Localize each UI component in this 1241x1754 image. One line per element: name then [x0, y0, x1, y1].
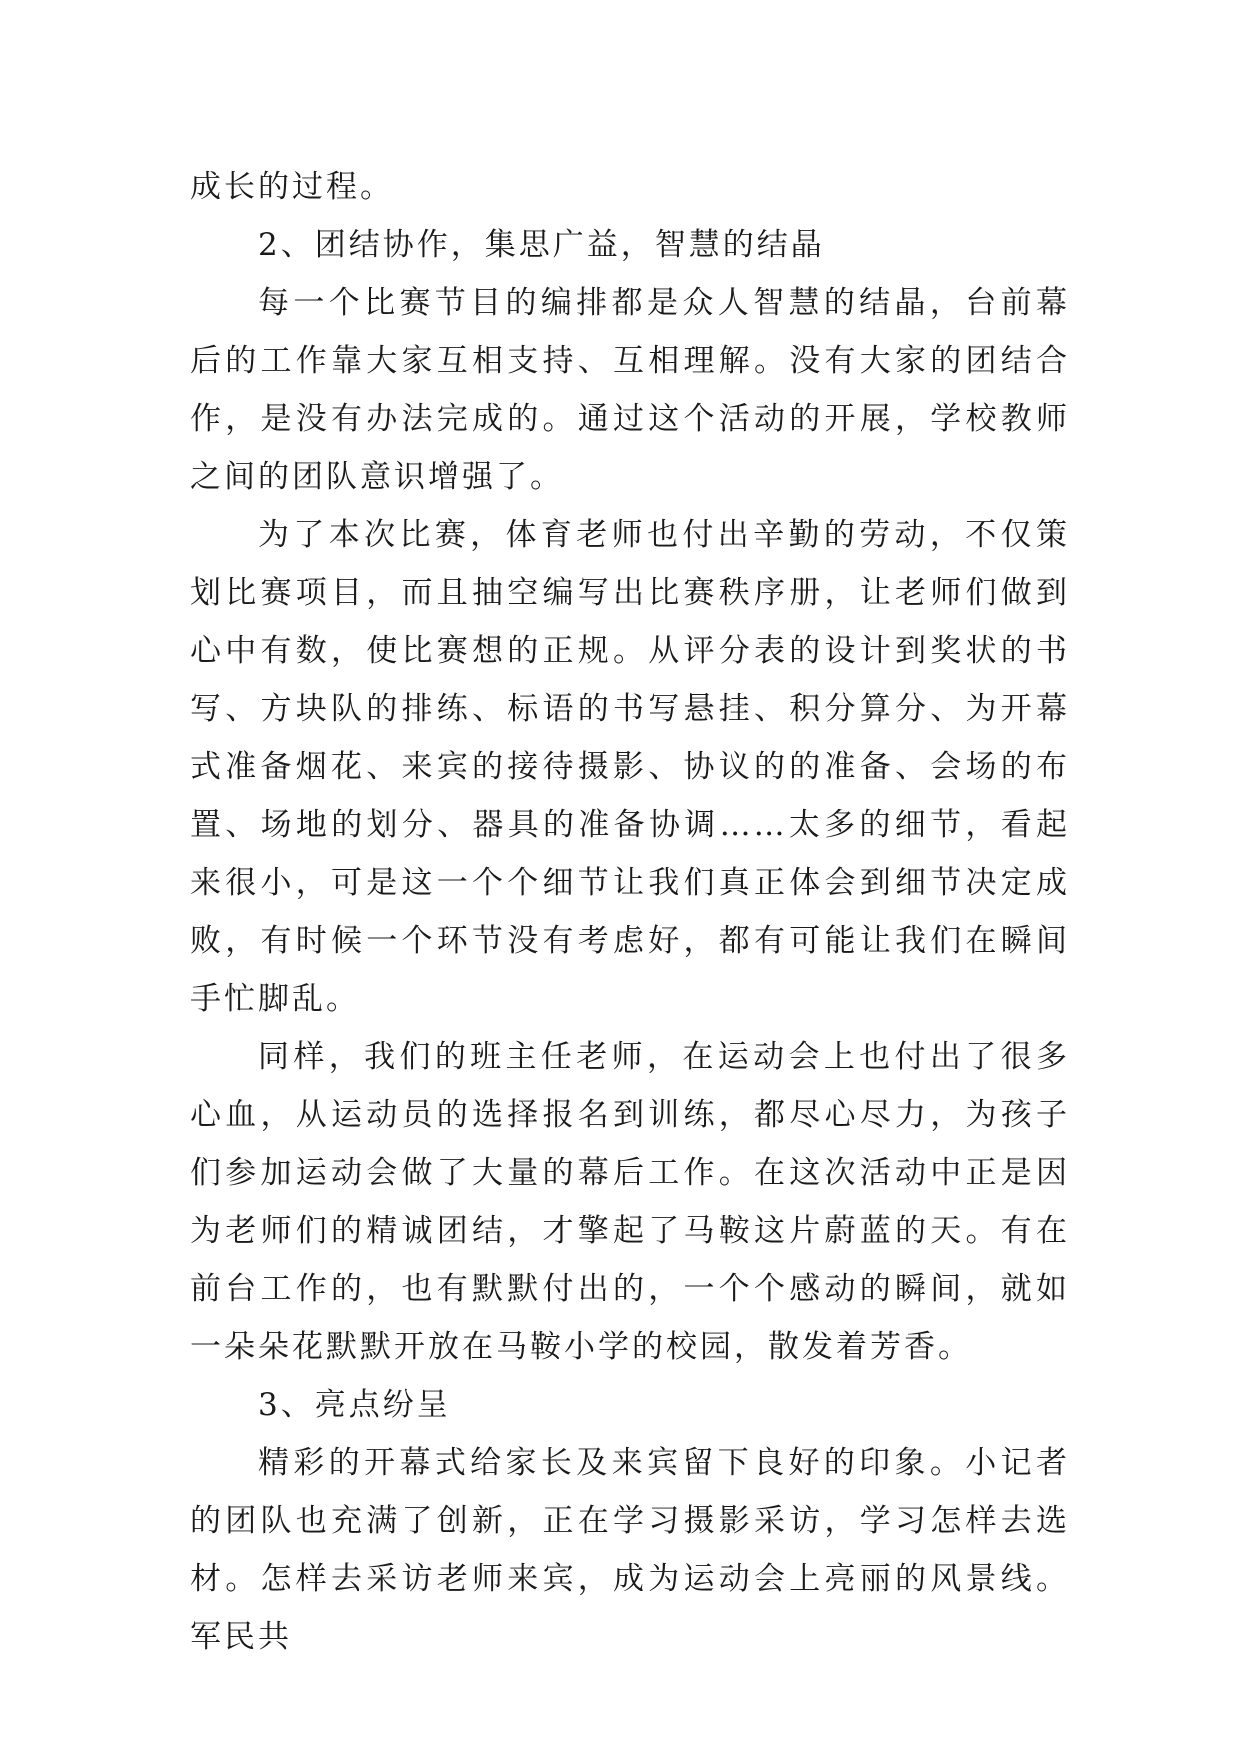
paragraph-1: 成长的过程。 — [190, 169, 394, 205]
paragraph-highlights: 精彩的开幕式给家长及来宾留下良好的印象。小记者的团队也充满了创新，正在学习摄影采访，学习怎样去选材。怎样去采访老师来宾，成为运动会上亮丽的风景线。军民共 — [190, 1445, 1070, 1655]
paragraph-class-teachers: 同样，我们的班主任老师，在运动会上也付出了很多心血，从运动员的选择报名到训练，都尽心尽力，为孩子们参加运动会做了大量的幕后工作。在这次活动中正是因为老师们的精诚团结，才擎起了马鞍这片蔚蓝的天。有在前台工作的，也有默默付出的，一个个感动的瞬间，就如一朵朵花默默开放在马鞍小学的校园，散发着芳香。 — [190, 1039, 1070, 1365]
paragraph-pe-teachers: 为了本次比赛，体育老师也付出辛勤的劳动，不仅策划比赛项目，而且抽空编写出比赛秩序册，让老师们做到心中有数，使比赛想的正规。从评分表的设计到奖状的书写、方块队的排练、标语的书写悬挂、积分算分、为开幕式准备烟花、来宾的接待摄影、协议的的准备、会场的布置、场地的划分、器具的准备协调……太多的细节，看起来很小，可是这一个个细节让我们真正体会到细节决定成败，有时候一个环节没有考虑好，都有可能让我们在瞬间手忙脚乱。 — [190, 517, 1070, 1017]
section-heading-3: 3、亮点纷呈 — [258, 1387, 451, 1423]
document-body — [190, 158, 1070, 1666]
paragraph-teamwork: 每一个比赛节目的编排都是众人智慧的结晶，台前幕后的工作靠大家互相支持、互相理解。没有大家的团结合作，是没有办法完成的。通过这个活动的开展，学校教师之间的团队意识增强了。 — [190, 285, 1070, 495]
section-heading-2: 2、团结协作，集思广益，智慧的结晶 — [258, 227, 825, 263]
